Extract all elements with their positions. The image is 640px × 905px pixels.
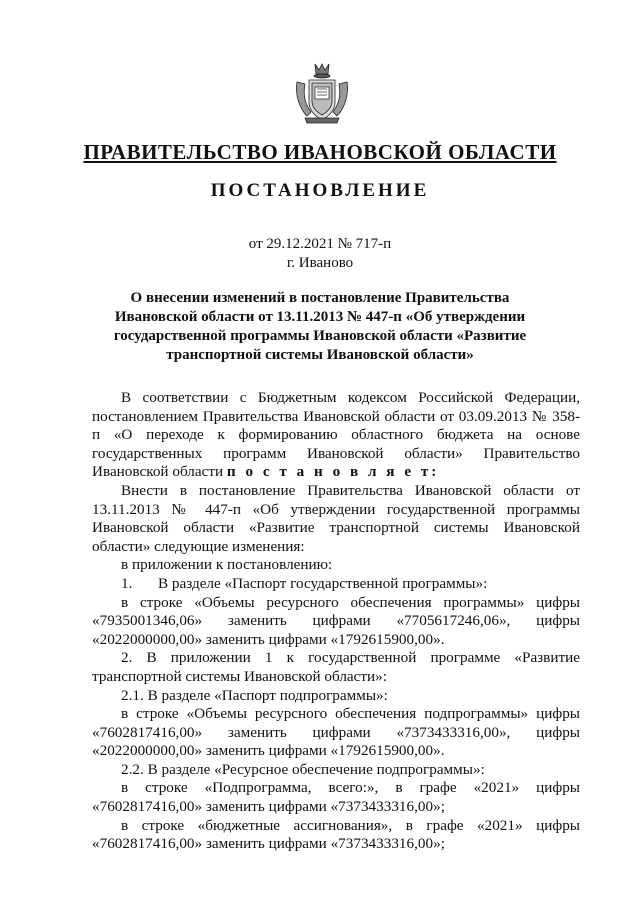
item-2-1-change: в строке «Объемы ресурсного обеспечения подпрограммы» цифры «7602817416,00» заменить цифрами «7373433316,00», цифры «2022000000,00» заменить цифрами «1792615900,00». [92,705,580,760]
intro-paragraph: Внести в постановление Правительства Ивановской области от 13.11.2013 № 447-п «Об утверждении государственной программы Ивановской области «Развитие транспортной системы Ивановской области» следующие изменения: [92,481,580,555]
item-2-2-change-a: в строке «Подпрограмма, всего:», в графе «2021» цифры «7602817416,00» заменить цифрами «7373433316,00»; [92,779,580,816]
preamble-text: В соответствии с Бюджетным кодексом Российской Федерации, постановлением Правительства Ивановской области от 03.09.2013 № 358-п «О переходе к формированию областного бюджета на основе государственных программ Ивановской области» Правительство Ивановской области [92,389,580,481]
item-2-1-heading: 2.1. В разделе «Паспорт подпрограммы»: [121,686,388,704]
item-1-heading [92,575,580,594]
item-1-text: В разделе «Паспорт государственной программы»: [158,574,488,592]
item-2-2-change-b: в строке «бюджетные ассигнования», в графе «2021» цифры «7602817416,00» заменить цифрами «7373433316,00»; [92,816,580,853]
document-date-number: от 29.12.2021 № 717-п [248,236,392,252]
preamble-paragraph [92,389,580,482]
document-type: ПОСТАНОВЛЕНИЕ [210,180,430,201]
organization-title: ПРАВИТЕЛЬСТВО ИВАНОВСКОЙ ОБЛАСТИ [83,140,557,164]
decree-word: п о с т а н о в л я е т: [226,463,440,481]
coat-of-arms-icon [293,60,351,126]
item-2-heading: 2. В приложении 1 к государственной программе «Развитие транспортной системы Ивановской области»: [92,649,580,685]
item-1-change: в строке «Объемы ресурсного обеспечения программы» цифры «7935001346,06» заменить цифрами «7705617246,06», цифры «2022000000,00» заменить цифрами «1792615900,00». [92,593,580,648]
item-1-number: 1. [121,574,133,592]
document-body [92,389,580,854]
document-subject: О внесении изменений в постановление Правительства Ивановской области от 13.11.2013 № 447-п «Об утверждении государственной программы Ивановской области «Развитие транспортной системы Ивановской области» [113,290,527,363]
item-2-2-heading: 2.2. В разделе «Ресурсное обеспечение подпрограммы»: [121,760,485,778]
document-city: г. Иваново [286,255,354,271]
appendix-line: в приложении к постановлению: [121,556,333,574]
